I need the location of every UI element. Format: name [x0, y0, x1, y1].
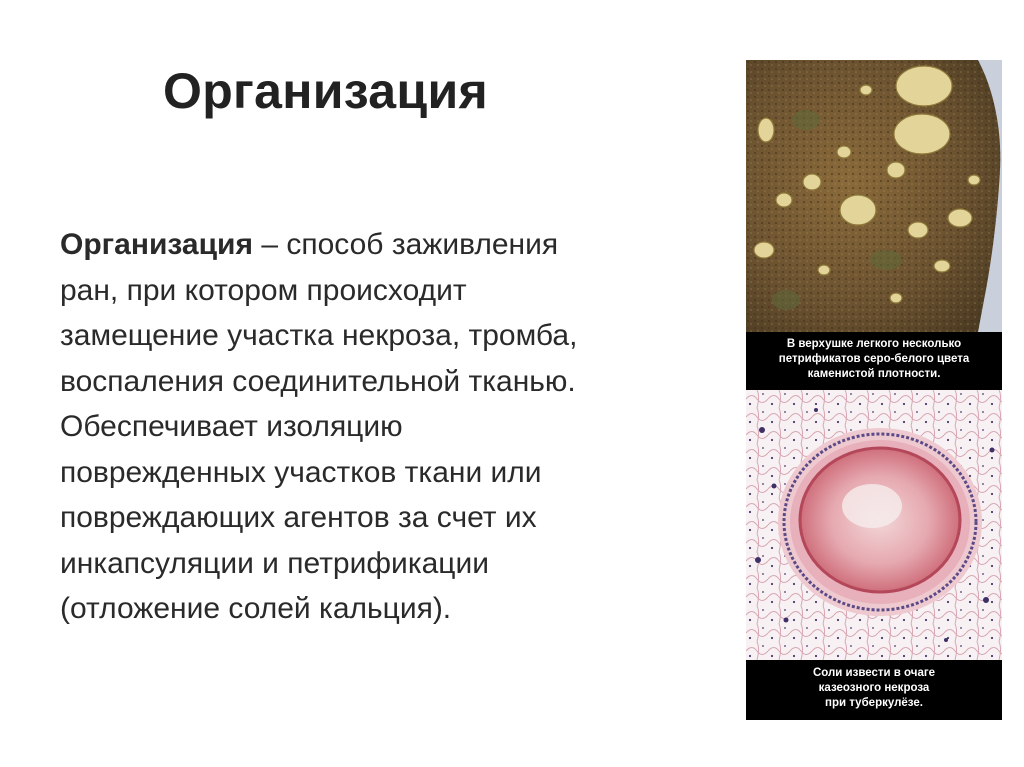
definition-dash: – — [253, 228, 287, 261]
lung-petrification-photo — [746, 60, 1002, 332]
caseous-necrosis-histology-photo — [746, 390, 1002, 660]
lung-specimen-caption — [746, 332, 1002, 390]
caption-line: Соли извести в очаге — [812, 667, 936, 679]
definition-line: воспаления соединительной тканью. — [60, 364, 576, 398]
caption-line: казеозного некроза — [818, 682, 930, 694]
definition-line: замещение участка некроза, тромба, — [60, 319, 578, 352]
definition-term: Организация — [60, 228, 253, 261]
definition-line: повреждающих агентов за счет их — [60, 501, 537, 534]
caption-line: при туберкулёзе. — [825, 697, 923, 709]
lung-specimen-figure — [746, 60, 1002, 390]
definition-text — [60, 222, 710, 632]
definition-line: поврежденных участков ткани или — [60, 455, 542, 489]
slide-title: Организация — [163, 63, 488, 119]
caption-line: петрификатов серо-белого цвета — [778, 353, 970, 365]
definition-line: ран, при котором происходит — [60, 273, 467, 307]
caption-line: В верхушке легкого несколько — [786, 338, 962, 350]
definition-line: способ заживления — [286, 228, 559, 261]
histology-figure — [746, 390, 1002, 720]
caption-line: каменистой плотности. — [807, 368, 941, 380]
definition-line: Обеспечивает изоляцию — [60, 410, 403, 443]
histology-caption — [746, 660, 1002, 720]
definition-line: инкапсуляции и петрификации — [60, 546, 489, 580]
definition-line: (отложение солей кальция). — [60, 592, 452, 625]
